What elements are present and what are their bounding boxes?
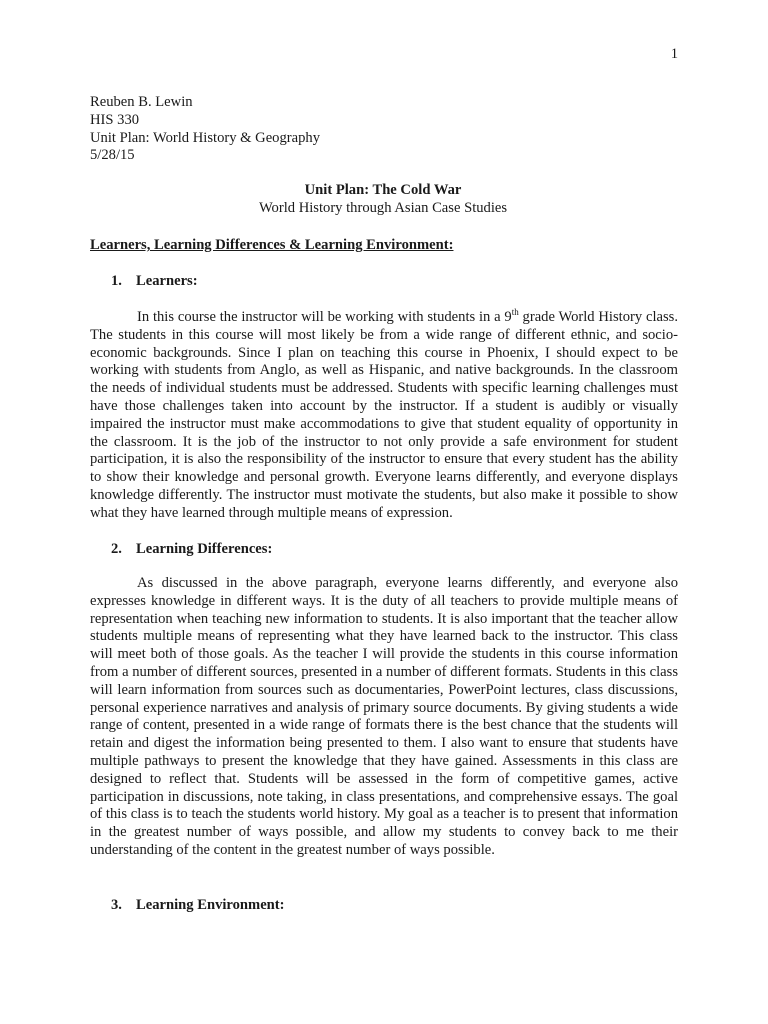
course-code: HIS 330 — [90, 111, 140, 128]
author-name: Reuben B. Lewin — [90, 94, 193, 110]
paragraph-text: grade World History class. The students in this course will most likely be from a wide range of different ethnic, and socio-economic backgrounds. Since I plan on teaching this course in Phoenix, I should expect to be working with students from Anglo, as well as Hispanic, and native backgrounds. In the classroom the needs of individual students must be addressed. Students with specific learning challenges must have those challenges taken into account by the instructor. If a student is audibly or visually impaired the instructor must make accommodations to give that student equality of opportunity in the classroom. It is the job of the instructor to not only provide a safe environment for student participation, it is also the responsibility of the instructor to ensure that every student has the ability to show their knowledge and personal growth. Everyone learns differently, and everyone displays knowledge differently. The instructor must motivate the students, but also make it possible to show what they have learned through multiple means of expression. — [90, 309, 678, 521]
item-number: 2. — [111, 541, 122, 557]
item-label: Learning Differences: — [136, 541, 273, 557]
item-heading-learners — [111, 273, 198, 291]
section-heading: Learners, Learning Differences & Learning Environment: — [90, 237, 454, 253]
item-heading-learning-environment — [111, 897, 285, 915]
page-number: 1 — [670, 46, 678, 62]
item-number: 3. — [111, 897, 122, 913]
document-title: Unit Plan: The Cold War — [304, 182, 462, 198]
document-header — [90, 94, 320, 165]
superscript-th: th — [511, 307, 519, 317]
title-block — [90, 182, 676, 218]
document-date: 5/28/15 — [90, 147, 135, 164]
item-number: 1. — [111, 273, 122, 289]
document-subtitle: World History through Asian Case Studies — [258, 199, 508, 216]
unit-plan-line: Unit Plan: World History & Geography — [90, 129, 321, 146]
item-heading-learning-differences — [111, 541, 272, 559]
item-label: Learners: — [136, 273, 198, 289]
paragraph-learners — [90, 309, 678, 523]
paragraph-learning-differences: As discussed in the above paragraph, everyone learns differently, and everyone also expresses knowledge in different ways. It is the duty of all teachers to provide multiple means of representation when teaching new information to students. It is also important that the teacher allow students multiple means of representing what they have learned back to the instructor. This class will meet both of those goals. As the teacher I will provide the students in this course information from a number of different sources, presented in a number of different formats. Students in this class will learn information from sources such as documentaries, PowerPoint lectures, class discussions, personal experience narratives and analysis of primary source documents. By giving students a wide range of content, presented in a wide range of formats there is the best chance that the students will retain and digest the information being presented to them. I also want to ensure that students have multiple pathways to present the knowledge that they have gained. Assessments in this class are designed to reflect that. Students will be assessed in the form of competitive games, active participation in discussions, note taking, in class presentations, and comprehensive essays. The goal of this class is to teach the students world history. My goal as a teacher is to present that information in the greatest number of ways possible, and allow my students to convey back to me their understanding of the content in the greatest number of ways possible. — [90, 575, 678, 858]
item-label: Learning Environment: — [136, 897, 285, 913]
paragraph-text: In this course the instructor will be working with students in a 9 — [137, 309, 512, 325]
